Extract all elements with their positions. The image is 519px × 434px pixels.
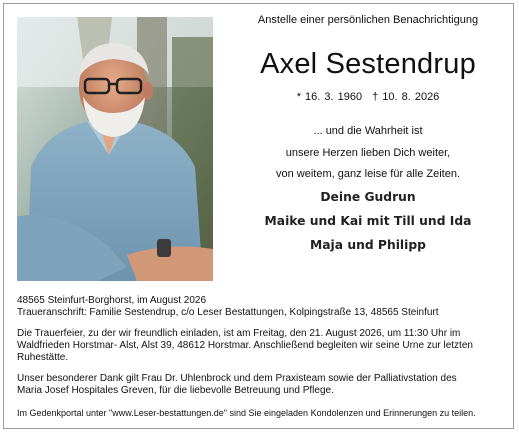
mourner-line: Deine Gudrun	[320, 190, 416, 204]
thanks-line: Maria Josef Hospitales Greven, für die liebevolle Betreuung und Pflege.	[17, 385, 334, 396]
obituary-card	[3, 3, 514, 429]
intro-text: Anstelle einer persönlichen Benachrichtigung	[257, 14, 479, 26]
ceremony-line: Waldfrieden Horstmar- Alst, Alst 39, 48612 Horstmar. Anschließend begleiten wir seine Urne zur letzten	[17, 340, 473, 351]
death-date: † 10. 8. 2026	[372, 91, 440, 103]
poem	[222, 121, 514, 186]
mourner-line: Maike und Kai mit Till und Ida	[264, 214, 472, 228]
poem-line: von weitem, ganz leise für alle Zeiten.	[275, 168, 461, 180]
place-date: 48565 Steinfurt-Borghorst, im August 2026	[17, 295, 207, 306]
memorial-portal-note: Im Gedenkportal unter "www.Leser-bestattungen.de" sind Sie eingeladen Kondolenzen und Erinnerungen zu teilen.	[17, 408, 476, 418]
ceremony-line: Die Trauerfeier, zu der wir freundlich einladen, ist am Freitag, den 21. August 2026, um 11:30 Uhr im	[17, 328, 461, 339]
poem-line: ... und die Wahrheit ist	[313, 125, 423, 137]
portrait-photo	[17, 17, 213, 281]
mourning-address: Traueranschrift: Familie Sestendrup, c/o Leser Bestattungen, Kolpingstraße 13, 48565 Steinfurt	[17, 307, 439, 318]
notice-details	[17, 295, 505, 419]
deceased-name: Axel Sestendrup	[260, 48, 476, 80]
poem-line: unsere Herzen lieben Dich weiter,	[285, 146, 451, 159]
birth-date: * 16. 3. 1960	[296, 91, 363, 103]
mourner-line: Maja und Philipp	[310, 238, 426, 252]
ceremony-line: Ruhestätte.	[17, 352, 69, 363]
life-dates	[222, 91, 514, 103]
mourners	[222, 185, 514, 257]
thanks-line: Unser besonderer Dank gilt Frau Dr. Uhlenbrock und dem Praxisteam sowie der Palliativstation des	[17, 373, 457, 384]
